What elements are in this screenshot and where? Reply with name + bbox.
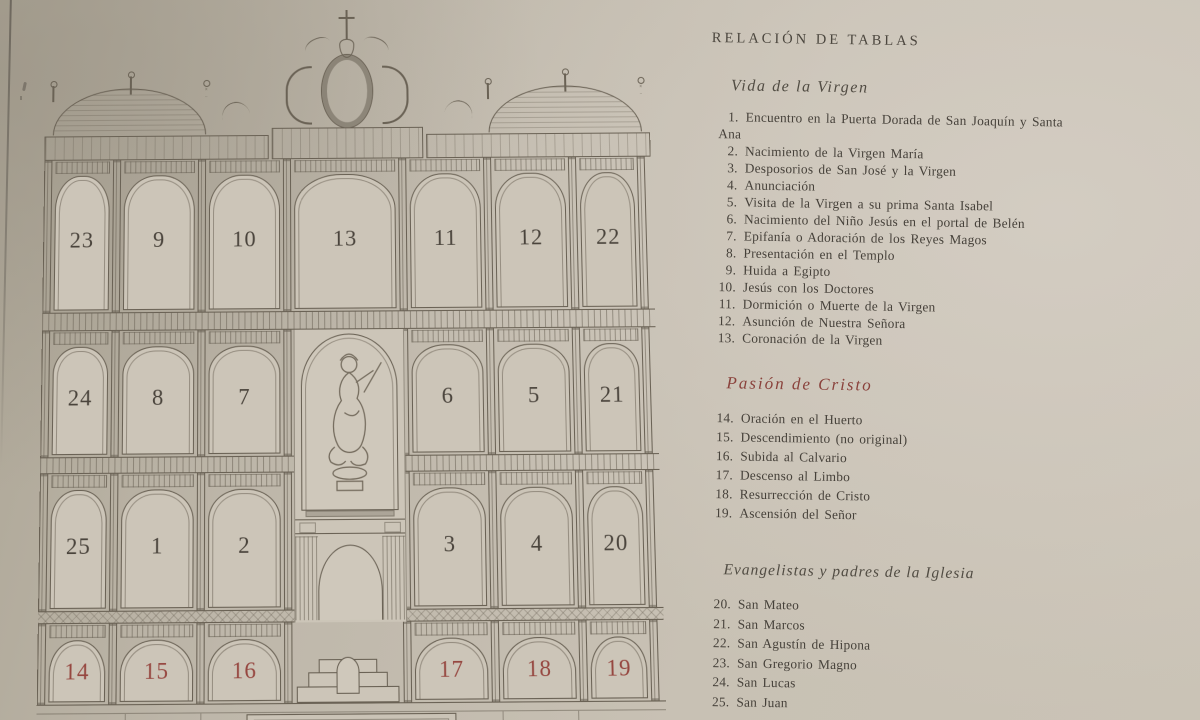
item-number: 3. (727, 160, 738, 176)
item-text: Descendimiento (no original) (740, 429, 908, 448)
expositor-arch (318, 544, 383, 620)
panel-14: 14 (48, 640, 105, 702)
paper-speck (20, 96, 22, 100)
finial (487, 83, 489, 99)
altarpiece-drawing (36, 6, 667, 720)
item-text: Coronación de la Virgen (742, 330, 883, 348)
panel-6: 6 (411, 344, 484, 453)
item-number: 22. (712, 635, 731, 651)
central-niche (294, 329, 408, 623)
item-number: 20. (713, 596, 732, 612)
panel-4: 4 (500, 487, 575, 606)
section-item-list (709, 594, 1065, 717)
item-text: Huida a Egipto (743, 262, 831, 279)
altar-base (36, 700, 667, 720)
scroll-ornament (441, 97, 475, 133)
pediment-left (53, 88, 206, 135)
item-number: 9. (725, 262, 737, 278)
panel-11: 11 (409, 173, 482, 308)
panel-10: 10 (209, 174, 280, 309)
section-item-list (712, 408, 1068, 528)
panel-24: 24 (52, 347, 109, 456)
altar-steps (294, 622, 401, 703)
panel-8: 8 (122, 346, 195, 455)
item-text: San Marcos (737, 615, 806, 633)
item-number: 8. (725, 245, 737, 261)
relacion-de-tablas (701, 30, 1074, 717)
item-number: 1. (728, 109, 739, 125)
finial (52, 86, 54, 102)
panel-23: 23 (54, 176, 110, 311)
item-text: Nacimiento de la Virgen María (744, 143, 924, 162)
item-text: San Lucas (736, 674, 796, 691)
item-text: Subida al Calvario (740, 448, 848, 466)
pilaster (196, 623, 205, 704)
item-text: Nacimiento del Niño Jesús en el portal de Belén (743, 211, 1025, 231)
panel-18: 18 (502, 637, 576, 700)
panel-5: 5 (497, 343, 571, 452)
altarpiece-diagram (24, 6, 675, 720)
predella-register (37, 620, 666, 705)
section-evangelistas (701, 561, 1065, 717)
page-edge-shadow (0, 0, 12, 466)
pilaster (284, 622, 293, 703)
section-pasion-de-cristo (704, 373, 1068, 528)
item-number: 17. (715, 467, 734, 483)
item-number: 10. (718, 279, 737, 295)
item-text: Resurrección de Cristo (739, 486, 871, 504)
section-item-list (715, 108, 1073, 352)
panel-12: 12 (494, 172, 568, 307)
virgin-statue-drawing (305, 343, 395, 511)
section-heading: Pasión de Cristo (726, 373, 873, 395)
statue-niche (301, 333, 399, 511)
item-number: 23. (712, 654, 731, 670)
tabernacle-door (336, 657, 359, 694)
statue-pedestal (306, 510, 395, 517)
item-number: 6. (726, 211, 738, 227)
pediment-right (488, 85, 642, 132)
item-text: Visita de la Virgen a su prima Santa Isabel (744, 194, 994, 214)
panel-21: 21 (583, 343, 641, 451)
item-number: 25. (711, 693, 730, 709)
panel-20: 20 (587, 486, 646, 605)
item-text: Asunción de Nuestra Señora (742, 313, 906, 332)
crest (44, 6, 650, 161)
panel-25: 25 (50, 490, 107, 609)
cornice-segment (426, 132, 651, 158)
cross-icon (337, 10, 357, 40)
cornice-segment (44, 135, 268, 161)
finial (640, 82, 642, 94)
top-register (42, 157, 655, 313)
cornice (44, 131, 650, 161)
item-text: San Mateo (737, 596, 800, 613)
item-text: Dormición o Muerte de la Virgen (742, 296, 936, 315)
item-number: 19. (714, 505, 733, 521)
panel-2: 2 (208, 489, 281, 608)
medallion-oval (321, 54, 374, 129)
scroll-ornament (219, 99, 254, 135)
volute-left (286, 66, 312, 125)
item-number: 21. (713, 615, 731, 631)
item-number: 4. (726, 177, 738, 193)
base-joint-line (200, 713, 201, 720)
item-text: Desposorios de San José y la Virgen (744, 160, 957, 179)
item-text: San Agustín de Hipona (737, 635, 871, 653)
item-number: 16. (715, 448, 734, 464)
item-text: San Juan (736, 693, 788, 710)
list-item (718, 108, 1072, 148)
expositor (295, 536, 406, 621)
item-text: Anunciación (744, 177, 816, 194)
volute-right (382, 65, 409, 124)
section-heading: Evangelistas y padres de la Iglesia (723, 561, 975, 583)
item-text: Jesús con los Doctores (742, 279, 875, 297)
item-number: 12. (717, 313, 736, 329)
item-number: 7. (726, 228, 737, 244)
finial (564, 73, 566, 91)
finial (205, 85, 207, 97)
base-joint-line (124, 714, 125, 720)
colonnettes-right (382, 536, 406, 620)
item-text: Ascensión del Señor (739, 505, 857, 523)
item-text: San Gregorio Magno (736, 654, 858, 672)
item-text: Presentación en el Templo (743, 245, 895, 263)
item-number: 13. (717, 330, 736, 346)
panel-15: 15 (120, 639, 194, 702)
item-number: 5. (726, 194, 738, 210)
panel-7: 7 (208, 345, 280, 454)
panel-16: 16 (208, 639, 281, 702)
entablature (295, 519, 405, 535)
page-title: RELACIÓN DE TABLAS (711, 30, 921, 50)
item-text: Oración en el Huerto (740, 410, 863, 428)
pilaster (649, 620, 660, 701)
item-text: Encuentro en la Puerta Dorada de San Joaquín y Santa Ana (718, 109, 1063, 142)
cornice-segment (272, 127, 424, 159)
panel-17: 17 (415, 637, 489, 700)
item-number: 2. (727, 143, 739, 159)
item-number: 18. (715, 486, 733, 502)
base-joint-line (503, 711, 505, 720)
panel-22: 22 (579, 172, 637, 307)
altar-bay (292, 622, 403, 703)
section-vida-de-la-virgen (707, 77, 1073, 352)
list-item (709, 692, 1063, 717)
panel-13: 13 (294, 174, 397, 309)
item-number: 14. (716, 410, 735, 426)
item-number: 24. (712, 674, 730, 690)
section-heading: Vida de la Virgen (730, 77, 869, 97)
panel-3: 3 (413, 487, 487, 606)
base-joint-line (578, 711, 580, 720)
panel-19: 19 (590, 636, 648, 698)
colonnettes-left (295, 536, 318, 620)
panel-9: 9 (123, 175, 195, 310)
item-number: 11. (718, 296, 736, 312)
panel-1: 1 (120, 489, 193, 608)
item-text: Descenso al Limbo (739, 467, 851, 485)
item-text: Epifanía o Adoración de los Reyes Magos (743, 228, 987, 248)
item-number: 15. (716, 429, 734, 445)
altar-plinth (246, 713, 457, 720)
finial (130, 76, 132, 94)
